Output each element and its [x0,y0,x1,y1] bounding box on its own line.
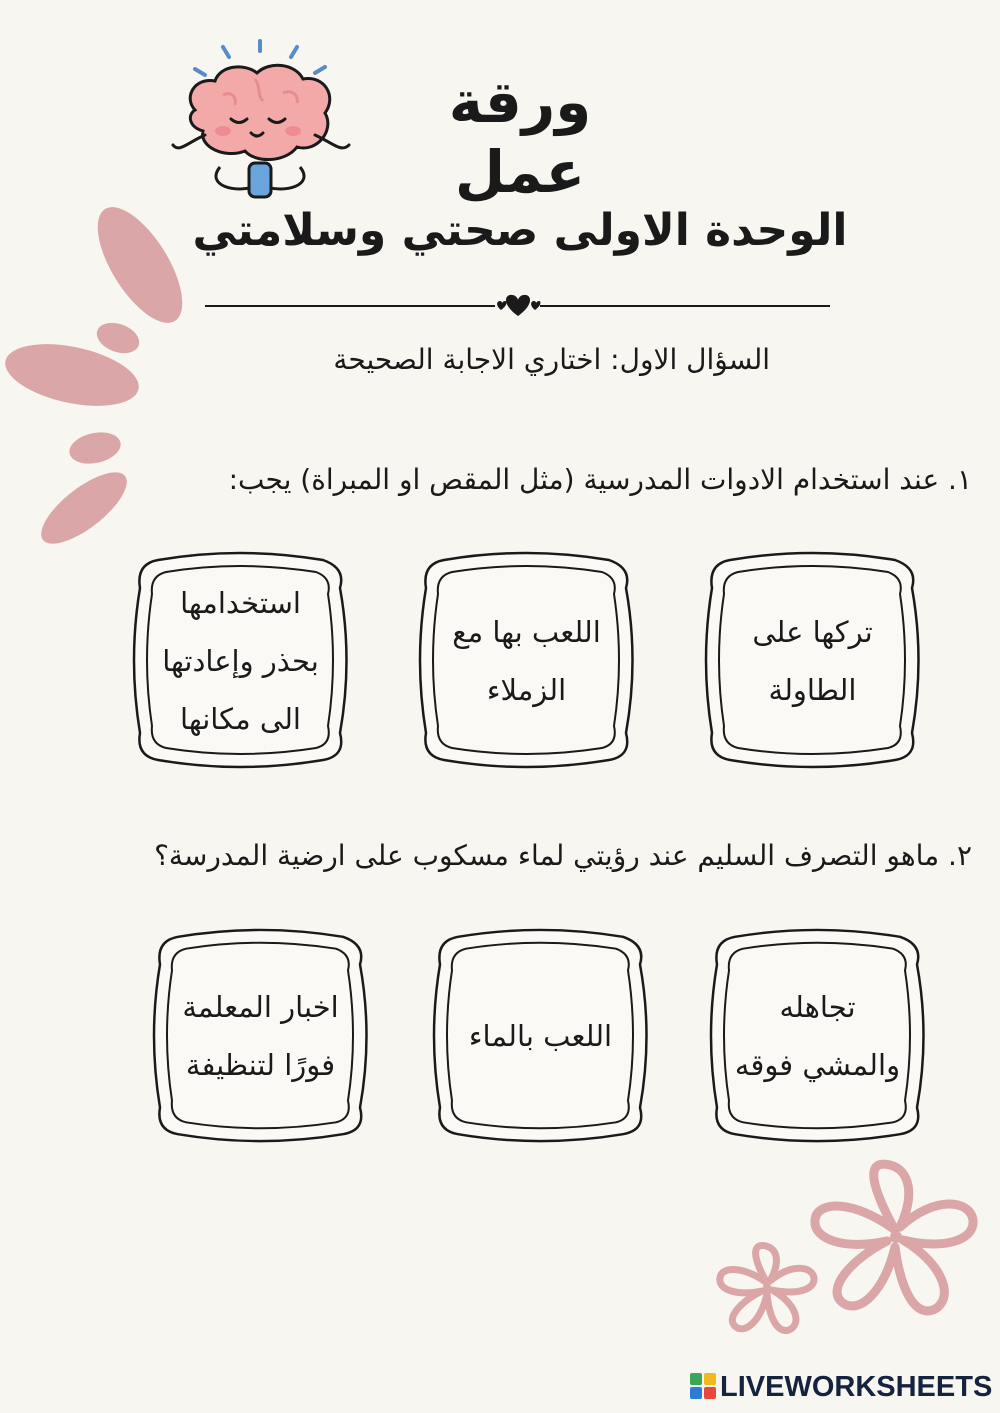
liveworksheets-logo[interactable] [690,1371,992,1404]
unit-title: الوحدة الاولى صحتي وسلامتي [192,205,848,256]
q1-option-1[interactable] [700,548,925,773]
option-line: والمشي فوقه [734,1048,901,1082]
heart-divider-icon [205,290,830,320]
option-line: استخدامها [180,585,301,620]
option-line: تجاهله [779,990,856,1024]
option-line: الى مكانها [180,701,301,736]
question-instruction: السؤال الاول: اختاري الاجابة الصحيحة [333,343,770,376]
question-1-text: ١. عند استخدام الادوات المدرسية (مثل المقص او المبراة) يجب: [228,463,972,496]
option-line: اخبار المعلمة [182,990,339,1024]
page-title: ورقة عمل [448,68,592,206]
option-line: الزملاء [486,672,567,707]
q2-option-3[interactable] [148,925,373,1147]
liveworksheets-logo-icon [690,1373,716,1399]
q1-option-2[interactable] [414,548,639,773]
pink-burst-decoration [0,190,210,570]
question-2-text: ٢. ماهو التصرف السليم عند رؤيتي لماء مسكوب على ارضية المدرسة؟ [154,839,972,872]
option-line: اللعب بها مع [452,614,601,649]
flower-icon [805,1155,985,1330]
q2-option-2[interactable] [428,925,653,1147]
meditating-brain-icon [165,35,360,205]
flower-icon [712,1238,822,1338]
option-line: بحذر وإعادتها [162,643,319,678]
option-line: تركها على [752,614,873,649]
option-line: فورًا لتنظيفة [185,1048,336,1082]
logo-text: LIVEWORKSHEETS [720,1371,993,1403]
option-line: الطاولة [768,672,857,707]
q1-option-3[interactable] [128,548,353,773]
option-line: اللعب بالماء [468,1019,613,1053]
q2-option-1[interactable] [705,925,930,1147]
